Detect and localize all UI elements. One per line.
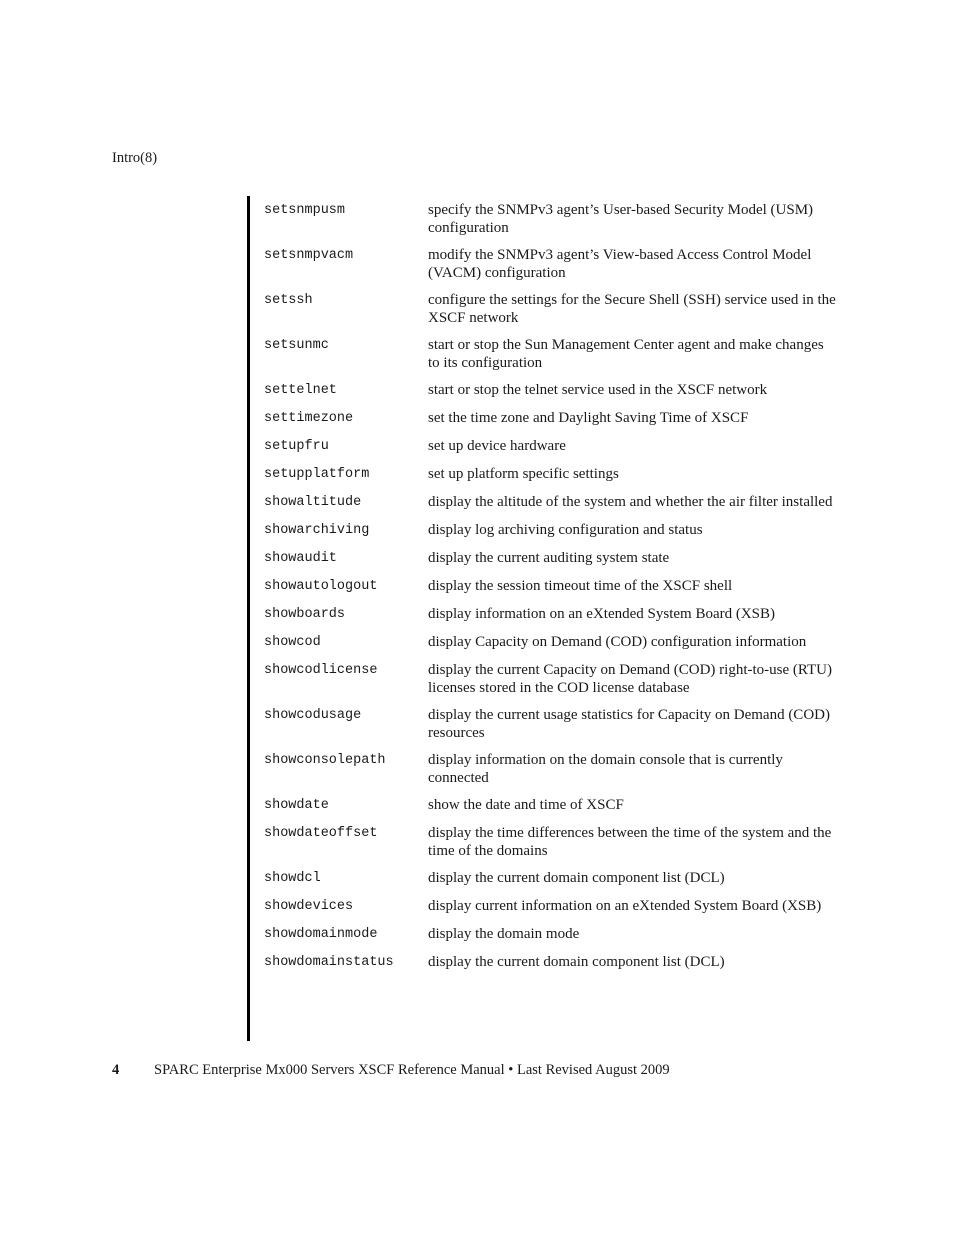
command-row (264, 605, 844, 624)
command-row (264, 953, 844, 972)
command-row (264, 824, 844, 860)
command-row (264, 577, 844, 596)
command-row (264, 493, 844, 512)
command-name: showboards (264, 607, 346, 622)
command-description: display information on the domain console that is currently connected (428, 752, 783, 786)
command-description: display the altitude of the system and whether the air filter installed (428, 494, 833, 510)
command-description: show the date and time of XSCF (428, 797, 624, 813)
command-name: showdcl (264, 871, 321, 886)
page-footer (112, 1061, 670, 1079)
command-description: display Capacity on Demand (COD) configuration information (428, 634, 807, 650)
command-name: setupfru (264, 439, 329, 454)
command-name: setsnmpusm (264, 203, 346, 218)
command-name: showdate (264, 798, 329, 813)
footer-text: SPARC Enterprise Mx000 Servers XSCF Reference Manual • Last Revised August 2009 (154, 1062, 670, 1078)
command-row (264, 521, 844, 540)
command-row (264, 869, 844, 888)
command-name: showautologout (264, 579, 378, 594)
command-row (264, 437, 844, 456)
command-row (264, 246, 844, 282)
command-description: set up platform specific settings (428, 466, 619, 482)
command-row (264, 706, 844, 742)
command-description: display the current usage statistics for Capacity on Demand (COD) resources (428, 707, 830, 741)
command-row (264, 925, 844, 944)
page-number: 4 (112, 1062, 120, 1078)
command-table (264, 201, 844, 981)
command-row (264, 633, 844, 652)
command-name: showdateoffset (264, 826, 378, 841)
command-description: start or stop the telnet service used in the XSCF network (428, 382, 768, 398)
command-description: modify the SNMPv3 agent’s View-based Access Control Model (VACM) configuration (428, 247, 812, 281)
command-description: display current information on an eXtended System Board (XSB) (428, 898, 822, 914)
running-header: Intro(8) (112, 150, 158, 166)
command-row (264, 751, 844, 787)
command-row (264, 549, 844, 568)
command-name: showaudit (264, 551, 337, 566)
command-name: showcodlicense (264, 663, 378, 678)
command-name: showcod (264, 635, 321, 650)
command-name: setupplatform (264, 467, 370, 482)
command-name: showdomainstatus (264, 955, 394, 970)
command-name: showarchiving (264, 523, 370, 538)
command-description: specify the SNMPv3 agent’s User-based Security Model (USM) configuration (428, 202, 814, 236)
command-description: display the current auditing system state (428, 550, 670, 566)
command-name: setsnmpvacm (264, 248, 354, 263)
command-row (264, 336, 844, 372)
command-name: showdevices (264, 899, 354, 914)
command-description: display the current domain component list (DCL) (428, 870, 725, 886)
command-row (264, 465, 844, 484)
command-row (264, 796, 844, 815)
command-description: display the current domain component list (DCL) (428, 954, 725, 970)
change-bar (247, 196, 250, 1041)
command-name: showcodusage (264, 708, 362, 723)
command-name: showconsolepath (264, 753, 386, 768)
command-description: start or stop the Sun Management Center agent and make changes to its configuration (428, 337, 824, 371)
command-row (264, 409, 844, 428)
command-name: settelnet (264, 383, 337, 398)
command-name: settimezone (264, 411, 354, 426)
command-row (264, 897, 844, 916)
command-description: display information on an eXtended System Board (XSB) (428, 606, 776, 622)
command-description: set the time zone and Daylight Saving Time of XSCF (428, 410, 749, 426)
command-row (264, 291, 844, 327)
command-name: showaltitude (264, 495, 362, 510)
command-description: display the time differences between the time of the system and the time of the domains (428, 825, 832, 859)
command-row (264, 661, 844, 697)
command-description: set up device hardware (428, 438, 566, 454)
command-row (264, 201, 844, 237)
command-description: display the domain mode (428, 926, 580, 942)
command-name: setssh (264, 293, 313, 308)
command-description: display the current Capacity on Demand (COD) right-to-use (RTU) licenses stored in the COD license database (428, 662, 832, 696)
command-description: display the session timeout time of the XSCF shell (428, 578, 733, 594)
command-name: showdomainmode (264, 927, 378, 942)
command-row (264, 381, 844, 400)
command-description: display log archiving configuration and status (428, 522, 703, 538)
command-name: setsunmc (264, 338, 329, 353)
command-description: configure the settings for the Secure Shell (SSH) service used in the XSCF network (428, 292, 836, 326)
